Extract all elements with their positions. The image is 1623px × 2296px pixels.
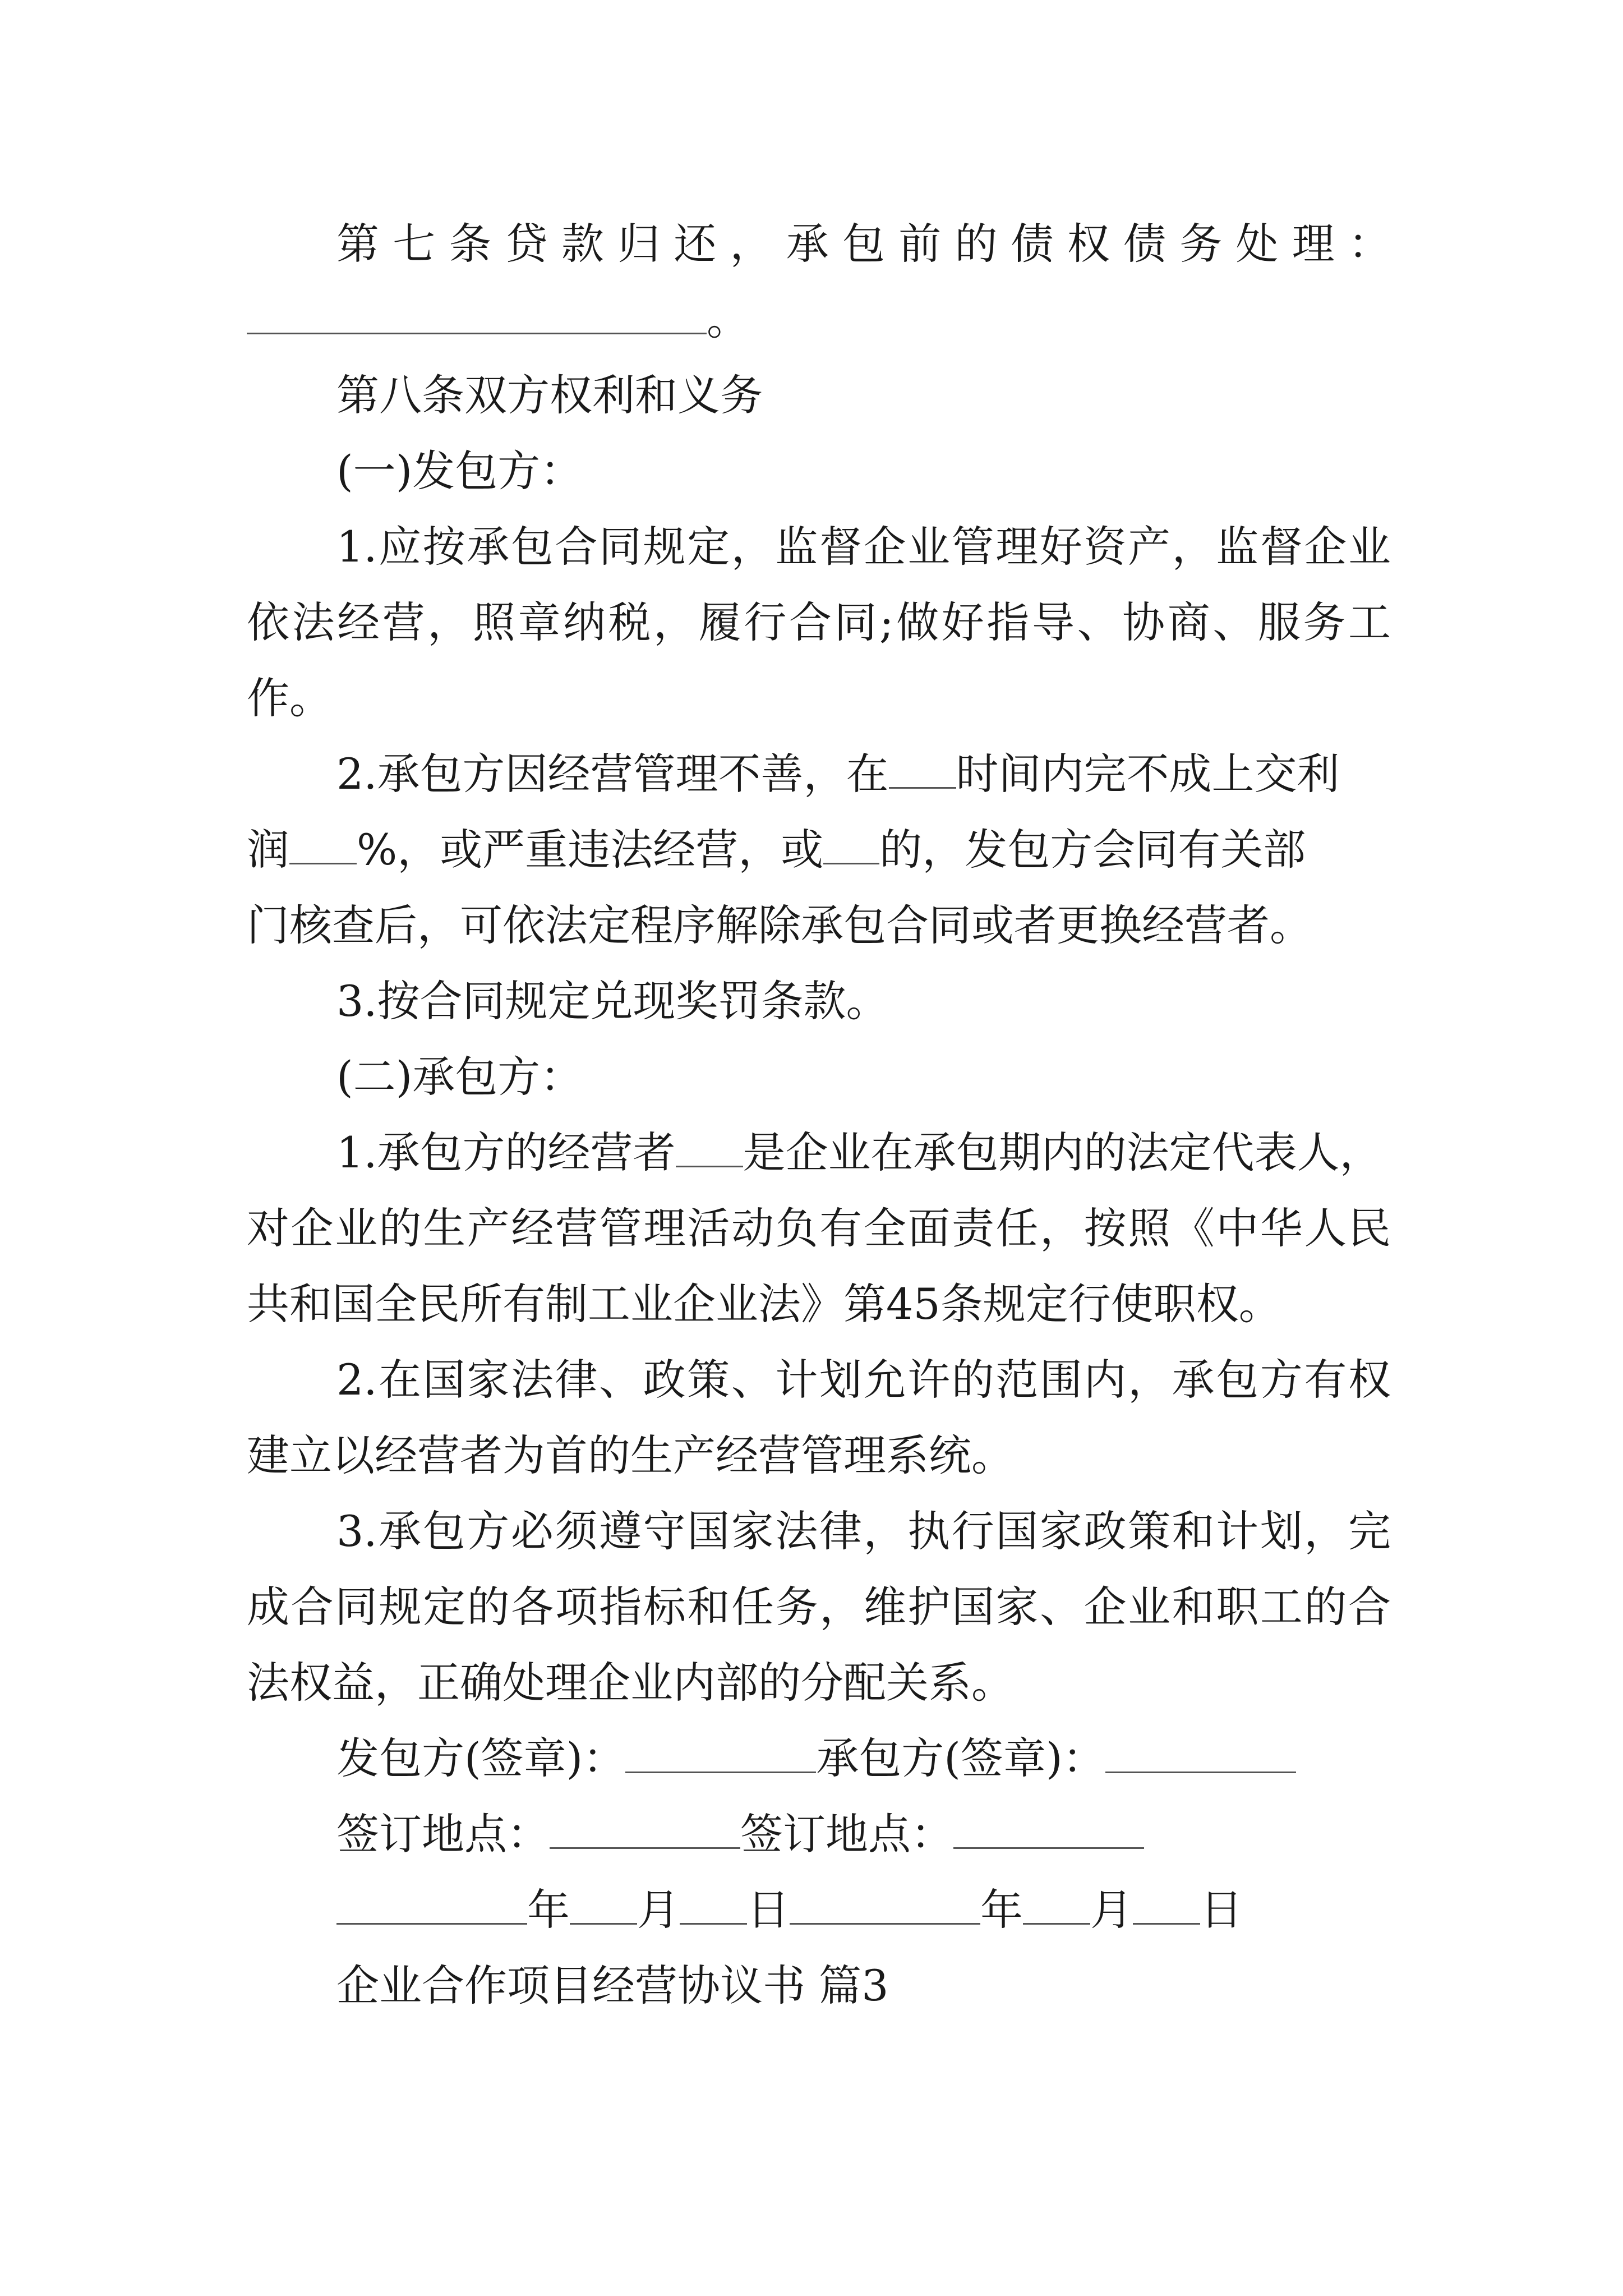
year-label-b: 年 bbox=[980, 1885, 1023, 1935]
blank-debt-handling bbox=[247, 292, 707, 334]
month-label-b: 月 bbox=[1090, 1885, 1133, 1935]
period: 。 bbox=[707, 295, 749, 344]
blank-operator bbox=[676, 1125, 743, 1167]
blank-other bbox=[823, 822, 879, 864]
party-b-item1-line2: 对企业的生产经营管理活动负有全面责任，按照《中华人民 bbox=[247, 1203, 1391, 1253]
text: 时间内完不成上交利 bbox=[956, 749, 1340, 799]
party-b-item2-line2: 建立以经营者为首的生产经营管理系统。 bbox=[247, 1430, 1014, 1480]
day-blank-a bbox=[680, 1883, 747, 1925]
party-a-heading: (一)发包方： bbox=[336, 446, 583, 496]
year-blank-a bbox=[336, 1883, 527, 1925]
blank-time bbox=[889, 747, 956, 789]
next-section-title: 企业合作项目经营协议书 篇3 bbox=[336, 1961, 889, 2010]
month-label-a: 月 bbox=[637, 1885, 680, 1935]
day-label-a: 日 bbox=[747, 1885, 790, 1935]
party-a-item1-line3: 作。 bbox=[247, 673, 332, 723]
art7-line2 bbox=[247, 292, 1391, 348]
text: 1.承包方的经营者 bbox=[336, 1128, 676, 1177]
place-label-b: 签订地点： bbox=[740, 1809, 953, 1859]
party-a-item2-line3: 门核查后，可依法定程序解除承包合同或者更换经营者。 bbox=[247, 900, 1312, 950]
day-blank-b bbox=[1133, 1883, 1200, 1925]
party-b-item3-line2: 成合同规定的各项指标和任务，维护国家、企业和职工的合 bbox=[247, 1582, 1391, 1632]
text: 的，发包方会同有关部 bbox=[879, 825, 1306, 875]
party-a-item2-line1 bbox=[336, 746, 1391, 802]
party-a-signature-label: 发包方(签章)： bbox=[336, 1733, 626, 1783]
party-b-item1-line1 bbox=[336, 1125, 1391, 1181]
month-blank-b bbox=[1023, 1883, 1090, 1925]
party-b-item1-line3: 共和国全民所有制工业企业法》第45条规定行使职权。 bbox=[247, 1279, 1281, 1329]
place-line bbox=[336, 1806, 1391, 1862]
place-blank-a bbox=[550, 1807, 740, 1849]
art7-line1: 第七条贷款归还，承包前的债权债务处理： bbox=[336, 219, 1391, 269]
text: %，或严重违法经营，或 bbox=[357, 825, 824, 875]
signature-line bbox=[336, 1731, 1391, 1787]
party-b-heading: (二)承包方： bbox=[336, 1052, 583, 1102]
party-b-item3-line1: 3.承包方必须遵守国家法律，执行国家政策和计划，完 bbox=[336, 1506, 1391, 1556]
party-b-signature-blank bbox=[1105, 1731, 1296, 1773]
date-line bbox=[336, 1882, 1391, 1938]
party-a-item2-line2 bbox=[247, 822, 1391, 878]
month-blank-a bbox=[570, 1883, 637, 1925]
year-blank-b bbox=[790, 1883, 980, 1925]
party-a-item3: 3.按合同规定兑现奖罚条款。 bbox=[336, 976, 889, 1026]
text: 是企业在承包期内的法定代表人， bbox=[743, 1128, 1382, 1177]
party-a-item1-line1: 1.应按承包合同规定，监督企业管理好资产，监督企业 bbox=[336, 522, 1391, 572]
place-blank-b bbox=[953, 1807, 1144, 1849]
text: 2.承包方因经营管理不善，在 bbox=[336, 749, 889, 799]
place-label-a: 签订地点： bbox=[336, 1809, 550, 1859]
party-b-item3-line3: 法权益，正确处理企业内部的分配关系。 bbox=[247, 1658, 1014, 1708]
art8-title: 第八条双方权利和义务 bbox=[336, 370, 763, 420]
party-b-item2-line1: 2.在国家法律、政策、计划允许的范围内，承包方有权 bbox=[336, 1355, 1391, 1405]
year-label-a: 年 bbox=[527, 1885, 570, 1935]
party-a-item1-line2: 依法经营，照章纳税，履行合同;做好指导、协商、服务工 bbox=[247, 597, 1391, 647]
day-label-b: 日 bbox=[1200, 1885, 1243, 1935]
blank-profit-percent bbox=[289, 822, 357, 864]
party-a-signature-blank bbox=[625, 1731, 816, 1773]
party-b-signature-label: 承包方(签章)： bbox=[816, 1733, 1105, 1783]
text: 润 bbox=[247, 825, 289, 875]
